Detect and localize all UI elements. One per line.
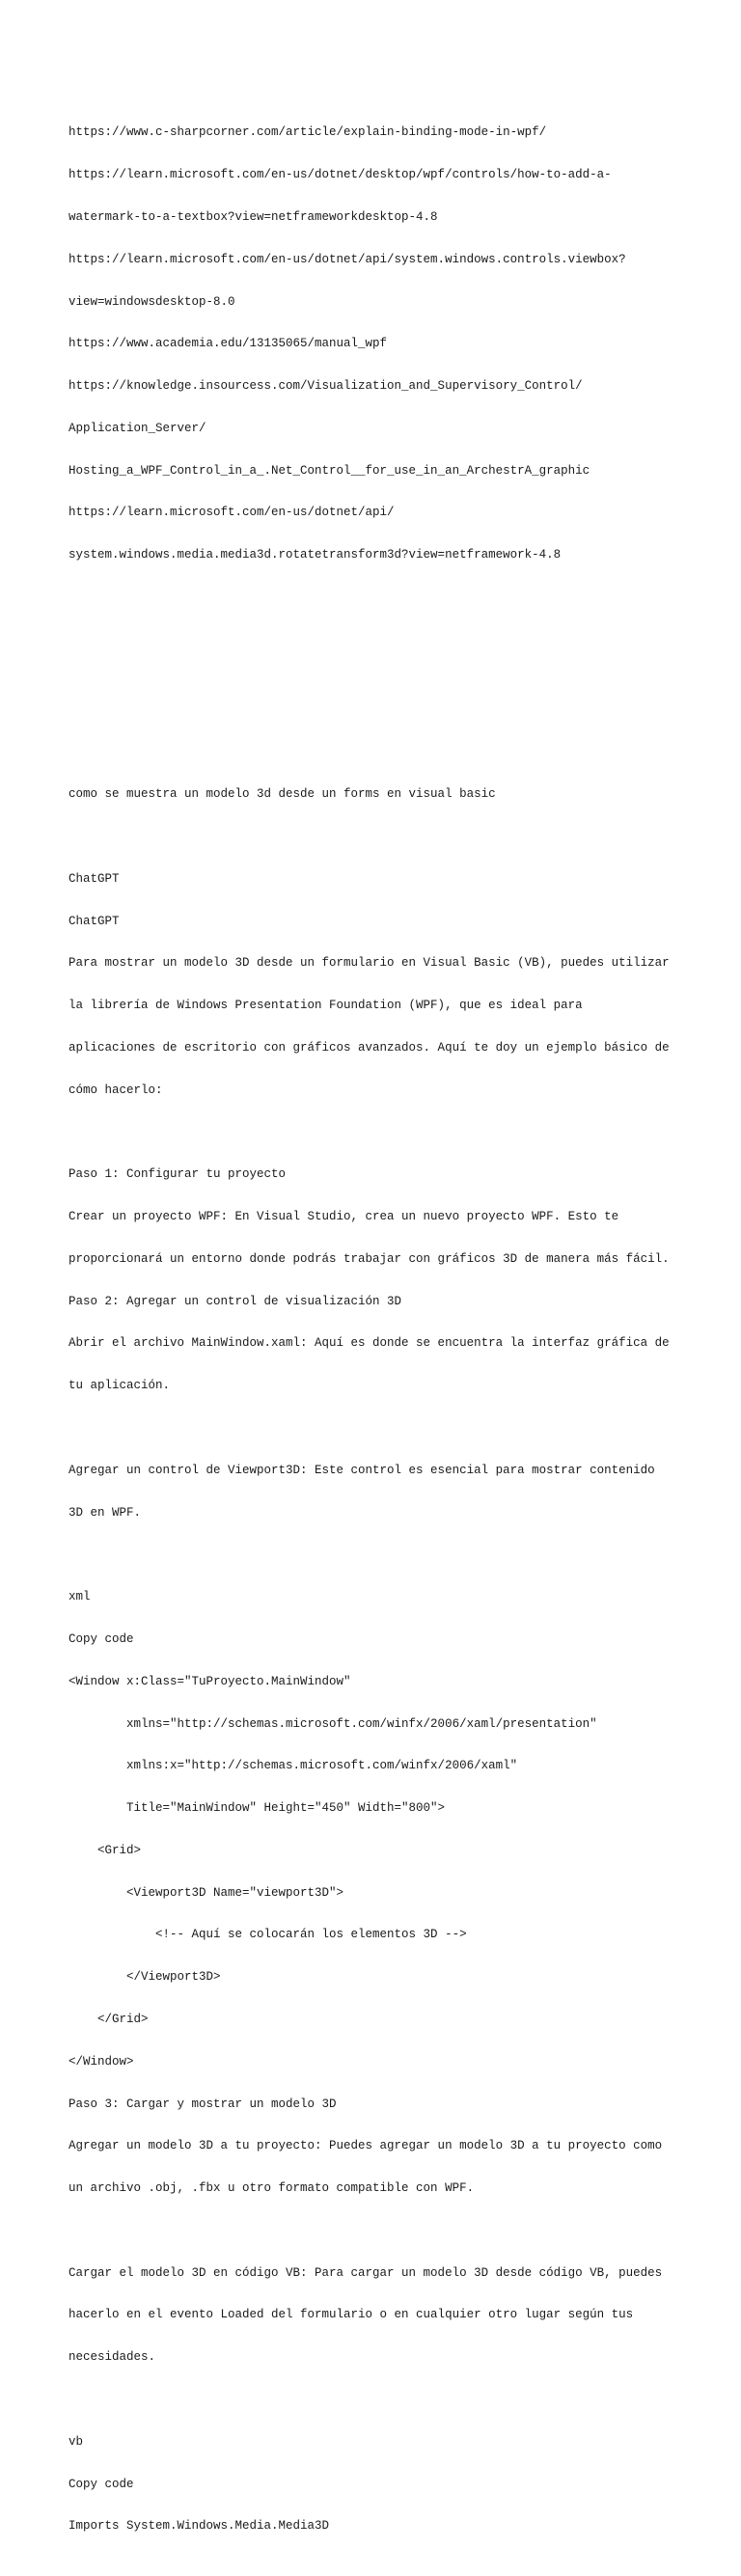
link-line[interactable]: https://learn.microsoft.com/en-us/dotnet/api/ — [69, 506, 395, 520]
text-line — [69, 1126, 686, 1140]
copy-code-text: Copy code — [69, 1631, 134, 1646]
text-line: un archivo .obj, .fbx u otro formato compatible con WPF. — [69, 2181, 475, 2196]
step-heading: Paso 3: Cargar y mostrar un modelo 3D — [69, 2096, 337, 2111]
step-heading: Paso 1: Configurar tu proyecto — [69, 1167, 287, 1182]
link-line[interactable]: view=windowsdesktop-8.0 — [69, 294, 235, 309]
code-language-label: xml — [69, 1590, 91, 1604]
link-line[interactable]: watermark-to-a-textbox?view=netframeworkdesktop-4.8 — [69, 209, 438, 224]
speaker-label: ChatGPT — [69, 871, 120, 886]
blank-gap — [69, 633, 686, 718]
link-line[interactable]: https://knowledge.insourcess.com/Visualization_and_Supervisory_Control/ — [69, 379, 583, 394]
text-line: hacerlo en el evento Loaded del formulario o en cualquier otro lugar según tus — [69, 2308, 634, 2322]
code-line: xmlns:x="http://schemas.microsoft.com/winfx/2006/xaml" — [69, 1759, 518, 1773]
text-line — [69, 1421, 686, 1436]
link-line[interactable]: https://www.c-sharpcorner.com/article/explain-binding-mode-in-wpf/ — [69, 125, 547, 140]
link-line[interactable]: Application_Server/ — [69, 421, 206, 435]
reference-links — [69, 97, 686, 590]
text-line: cómo hacerlo: — [69, 1082, 163, 1097]
code-line: <Viewport3D Name="viewport3D"> — [69, 1885, 344, 1900]
code-line: </Window> — [69, 2054, 134, 2069]
question-line: como se muestra un modelo 3d desde un forms en visual basic — [69, 787, 496, 802]
link-line[interactable]: https://www.academia.edu/13135065/manual_wpf — [69, 337, 388, 351]
code-language-label: vb — [69, 2434, 84, 2449]
link-line[interactable]: Hosting_a_WPF_Control_in_a_.Net_Control__for_use_in_an_ArchestrA_graphic — [69, 463, 590, 478]
code-line: </Viewport3D> — [69, 1970, 221, 1985]
text-line: Agregar un control de Viewport3D: Este control es esencial para mostrar contenido — [69, 1463, 655, 1477]
text-line: la librería de Windows Presentation Foundation (WPF), que es ideal para — [69, 999, 583, 1013]
text-line: Para mostrar un modelo 3D desde un formulario en Visual Basic (VB), puedes utilizar — [69, 956, 670, 971]
text-line: Cargar el modelo 3D en código VB: Para cargar un modelo 3D desde código VB, puedes — [69, 2265, 663, 2280]
text-line — [69, 2393, 686, 2407]
text-line: 3D en WPF. — [69, 1505, 142, 1520]
text-line: Agregar un modelo 3D a tu proyecto: Puedes agregar un modelo 3D a tu proyecto como — [69, 2139, 663, 2153]
text-line: proporcionará un entorno donde podrás trabajar con gráficos 3D de manera más fácil. — [69, 1251, 670, 1266]
text-line: tu aplicación. — [69, 1379, 171, 1393]
copy-code-text: Copy code — [69, 2477, 134, 2491]
code-line: <!-- Aquí se colocarán los elementos 3D --> — [69, 1928, 467, 1942]
text-line — [69, 2224, 686, 2238]
text-line — [69, 1548, 686, 1562]
text-line: aplicaciones de escritorio con gráficos avanzados. Aquí te doy un ejemplo básico de — [69, 1041, 670, 1055]
text-line: necesidades. — [69, 2350, 156, 2365]
code-line: xmlns="http://schemas.microsoft.com/winfx/2006/xaml/presentation" — [69, 1716, 597, 1731]
text-line: Abrir el archivo MainWindow.xaml: Aquí es donde se encuentra la interfaz gráfica de — [69, 1336, 670, 1351]
link-line[interactable]: https://learn.microsoft.com/en-us/dotnet/api/system.windows.controls.viewbox? — [69, 252, 626, 266]
document-page — [69, 69, 686, 2576]
code-line: </Grid> — [69, 2012, 149, 2026]
speaker-label: ChatGPT — [69, 914, 120, 928]
step-heading: Paso 2: Agregar un control de visualización 3D — [69, 1294, 402, 1308]
text-line — [69, 830, 686, 844]
code-line: <Window x:Class="TuProyecto.MainWindow" — [69, 1674, 351, 1688]
code-line: Imports System.Windows.Media.Media3D — [69, 2519, 330, 2534]
link-line[interactable]: https://learn.microsoft.com/en-us/dotnet/desktop/wpf/controls/how-to-add-a- — [69, 168, 612, 182]
link-line[interactable]: system.windows.media.media3d.rotatetransform3d?view=netframework-4.8 — [69, 548, 562, 562]
text-line: Crear un proyecto WPF: En Visual Studio, crea un nuevo proyecto WPF. Esto te — [69, 1210, 619, 1224]
code-line: Title="MainWindow" Height="450" Width="800"> — [69, 1801, 446, 1816]
code-line: <Grid> — [69, 1843, 142, 1857]
body-text — [69, 759, 686, 2562]
